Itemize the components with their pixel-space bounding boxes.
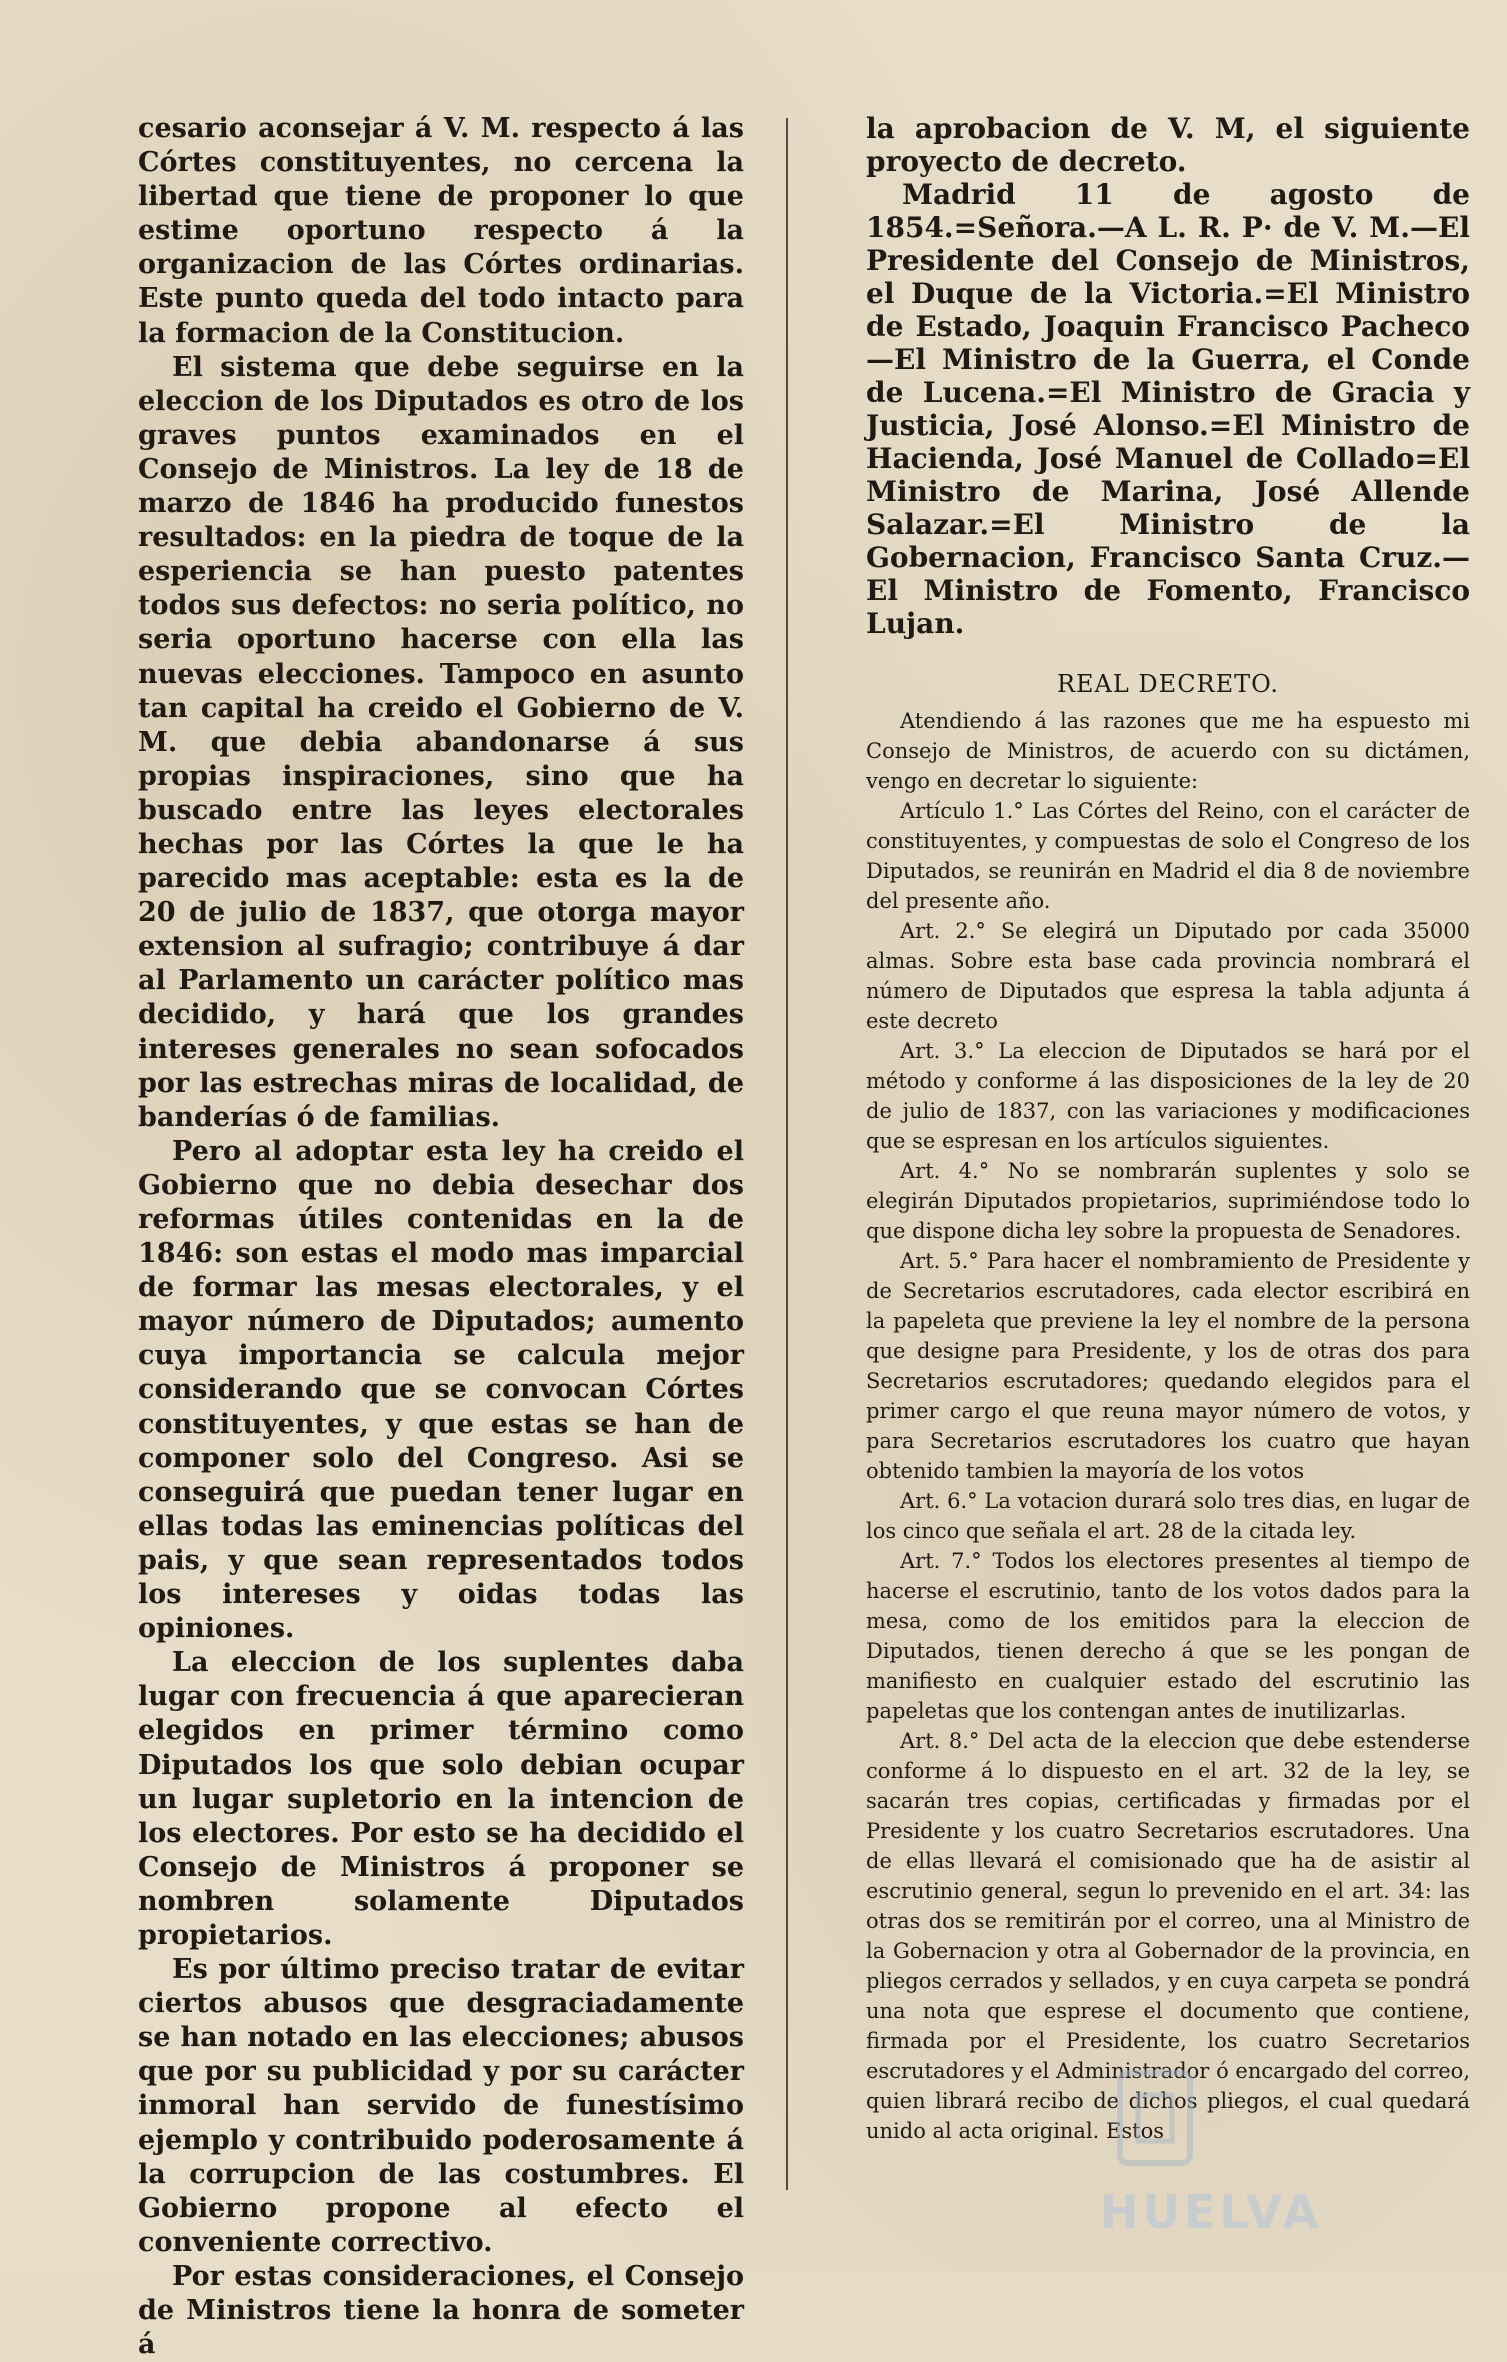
library-seal-icon <box>1110 2065 1200 2175</box>
left-paragraph: El sistema que debe seguirse en la eleccion de los Diputados es otro de los graves puntos examinados en el Consejo de Ministros. La ley de 18 de marzo de 1846 ha producido funestos resultados: en la piedra de toque de la esperiencia se han puesto patentes todos sus defectos: no seria político, no seria oportuno hacerse con ella las nuevas elecciones. Tampoco en asunto tan capital ha creido el Gobierno de V. M. que debia abandonarse á sus propias inspiraciones, sino que ha buscado entre las leyes electorales hechas por las Córtes la que le ha parecido mas aceptable: esta es la de 20 de julio de 1837, que otorga mayor extension al sufragio; contribuye á dar al Parlamento un carácter político mas decidido, y hará que los grandes intereses generales no sean sofocados por las estrechas miras de localidad, de banderías ó de familias. <box>138 351 744 1133</box>
decree-article: Art. 3.° La eleccion de Diputados se hará por el método y conforme á las disposiciones de la ley de 20 de julio de 1837, con las variaciones y modificaciones que se espresan en los artículos siguientes. <box>866 1039 1470 1153</box>
left-paragraph: Pero al adoptar esta ley ha creido el Gobierno que no debia desechar dos reformas útiles contenidas en la de 1846: son estas el modo mas imparcial de formar las mesas electorales, y el mayor número de Diputados; aumento cuya importancia se calcula mejor considerando que se convocan Córtes constituyentes, y que estas se han de componer solo del Congreso. Asi se conseguirá que puedan tener lugar en ellas todas las eminencias políticas del pais, y que sean representados todos los intereses y oidas todas las opiniones. <box>138 1135 744 1645</box>
decree-article: Art. 6.° La votacion durará solo tres dias, en lugar de los cinco que señala el art. 28 de la citada ley. <box>866 1489 1470 1543</box>
decree-article: Art. 7.° Todos los electores presentes al tiempo de hacerse el escrutinio, tanto de los votos dados para la mesa, como de los emitidos para la eleccion de Diputados, tienen derecho á que se les pongan de manifiesto en cualquier estado del escrutinio las papeletas que los contengan antes de inutilizarlas. <box>866 1549 1470 1723</box>
decree-title: REAL DECRETO. <box>1056 670 1280 698</box>
left-paragraph: Por estas consideraciones, el Consejo de Ministros tiene la honra de someter á <box>138 2260 744 2361</box>
decree-body <box>866 706 1470 2146</box>
decree-article: Art. 5.° Para hacer el nombramiento de Presidente y de Secretarios escrutadores, cada elector escribirá en la papeleta que previene la ley el nombre de la persona que designe para Presidente, y los de otras dos para Secretarios escrutadores; quedando elegidos para el primer cargo el que reuna mayor número de votos, y para Secretarios escrutadores los cuatro que hayan obtenido tambien la mayoría de los votos <box>866 1249 1470 1483</box>
left-column <box>138 112 744 2362</box>
signature-block: Madrid 11 de agosto de 1854.=Señora.—A L. R. P· de V. M.—El Presidente del Consejo de Ministros, el Duque de la Victoria.=El Ministro de Estado, Joaquin Francisco Pacheco—El Ministro de la Guerra, el Conde de Lucena.=El Ministro de Gracia y Justicia, José Alonso.=El Ministro de Hacienda, José Manuel de Collado=El Ministro de Marina, José Allende Salazar.=El Ministro de la Gobernacion, Francisco Santa Cruz.—El Ministro de Fomento, Francisco Lujan. <box>866 178 1470 640</box>
decree-article: Art. 2.° Se elegirá un Diputado por cada 35000 almas. Sobre esta base cada provincia nombrará el número de Diputados que espresa la tabla adjunta á este decreto <box>866 919 1470 1033</box>
column-divider <box>786 118 788 2190</box>
decree-preamble: Atendiendo á las razones que me ha espuesto mi Consejo de Ministros, de acuerdo con su dictámen, vengo en decretar lo siguiente: <box>866 709 1470 793</box>
left-paragraph: La eleccion de los suplentes daba lugar con frecuencia á que aparecieran elegidos en primer término como Diputados los que solo debian ocupar un lugar supletorio en la intencion de los electores. Por esto se ha decidido el Consejo de Ministros á proponer se nombren solamente Diputados propietarios. <box>138 1647 744 1951</box>
right-column <box>866 112 1470 2146</box>
decree-proposal-continuation: la aprobacion de V. M, el siguiente proyecto de decreto. <box>866 112 1470 178</box>
left-paragraph: Es por último preciso tratar de evitar ciertos abusos que desgraciadamente se han notado en las elecciones; abusos que por su publicidad y por su carácter inmoral han servido de funestísimo ejemplo y contribuido poderosamente á la corrupcion de las costumbres. El Gobierno propone al efecto el conveniente correctivo. <box>138 1954 744 2258</box>
decree-article: Art. 8.° Del acta de la eleccion que debe estenderse conforme á lo dispuesto en el art. 32 de la ley, se sacarán tres copias, certificadas y firmadas por el Presidente y los cuatro Secretarios escrutadores. Una de ellas llevará el comisionado que ha de asistir al escrutinio general, segun lo prevenido en el art. 34: las otras dos se remitirán por el correo, una al Ministro de la Gobernacion y otra al Gobernador de la provincia, en pliegos cerrados y sellados, y en cuya carpeta se pondrá una nota que esprese el documento que contiene, firmada por el Presidente, los cuatro Secretarios escrutadores y el Administrador ó encargado del correo, quien librará recibo de dichos pliegos, el cual quedará unido al acta original. Estos <box>866 1729 1470 2143</box>
decree-article: Art. 4.° No se nombrarán suplentes y solo se elegirán Diputados propietarios, suprimiéndose todo lo que dispone dicha ley sobre la propuesta de Senadores. <box>866 1159 1470 1243</box>
left-paragraph: cesario aconsejar á V. M. respecto á las Córtes constituyentes, no cercena la libertad que tiene de proponer lo que estime oportuno respecto á la organizacion de las Córtes ordinarias. Este punto queda del todo intacto para la formacion de la Constitucion. <box>138 113 744 349</box>
watermark-text: HUELVA <box>1100 2185 1323 2239</box>
decree-article: Artículo 1.° Las Córtes del Reino, con el carácter de constituyentes, y compuestas de solo el Congreso de los Diputados, se reunirán en Madrid el dia 8 de noviembre del presente año. <box>866 799 1470 913</box>
